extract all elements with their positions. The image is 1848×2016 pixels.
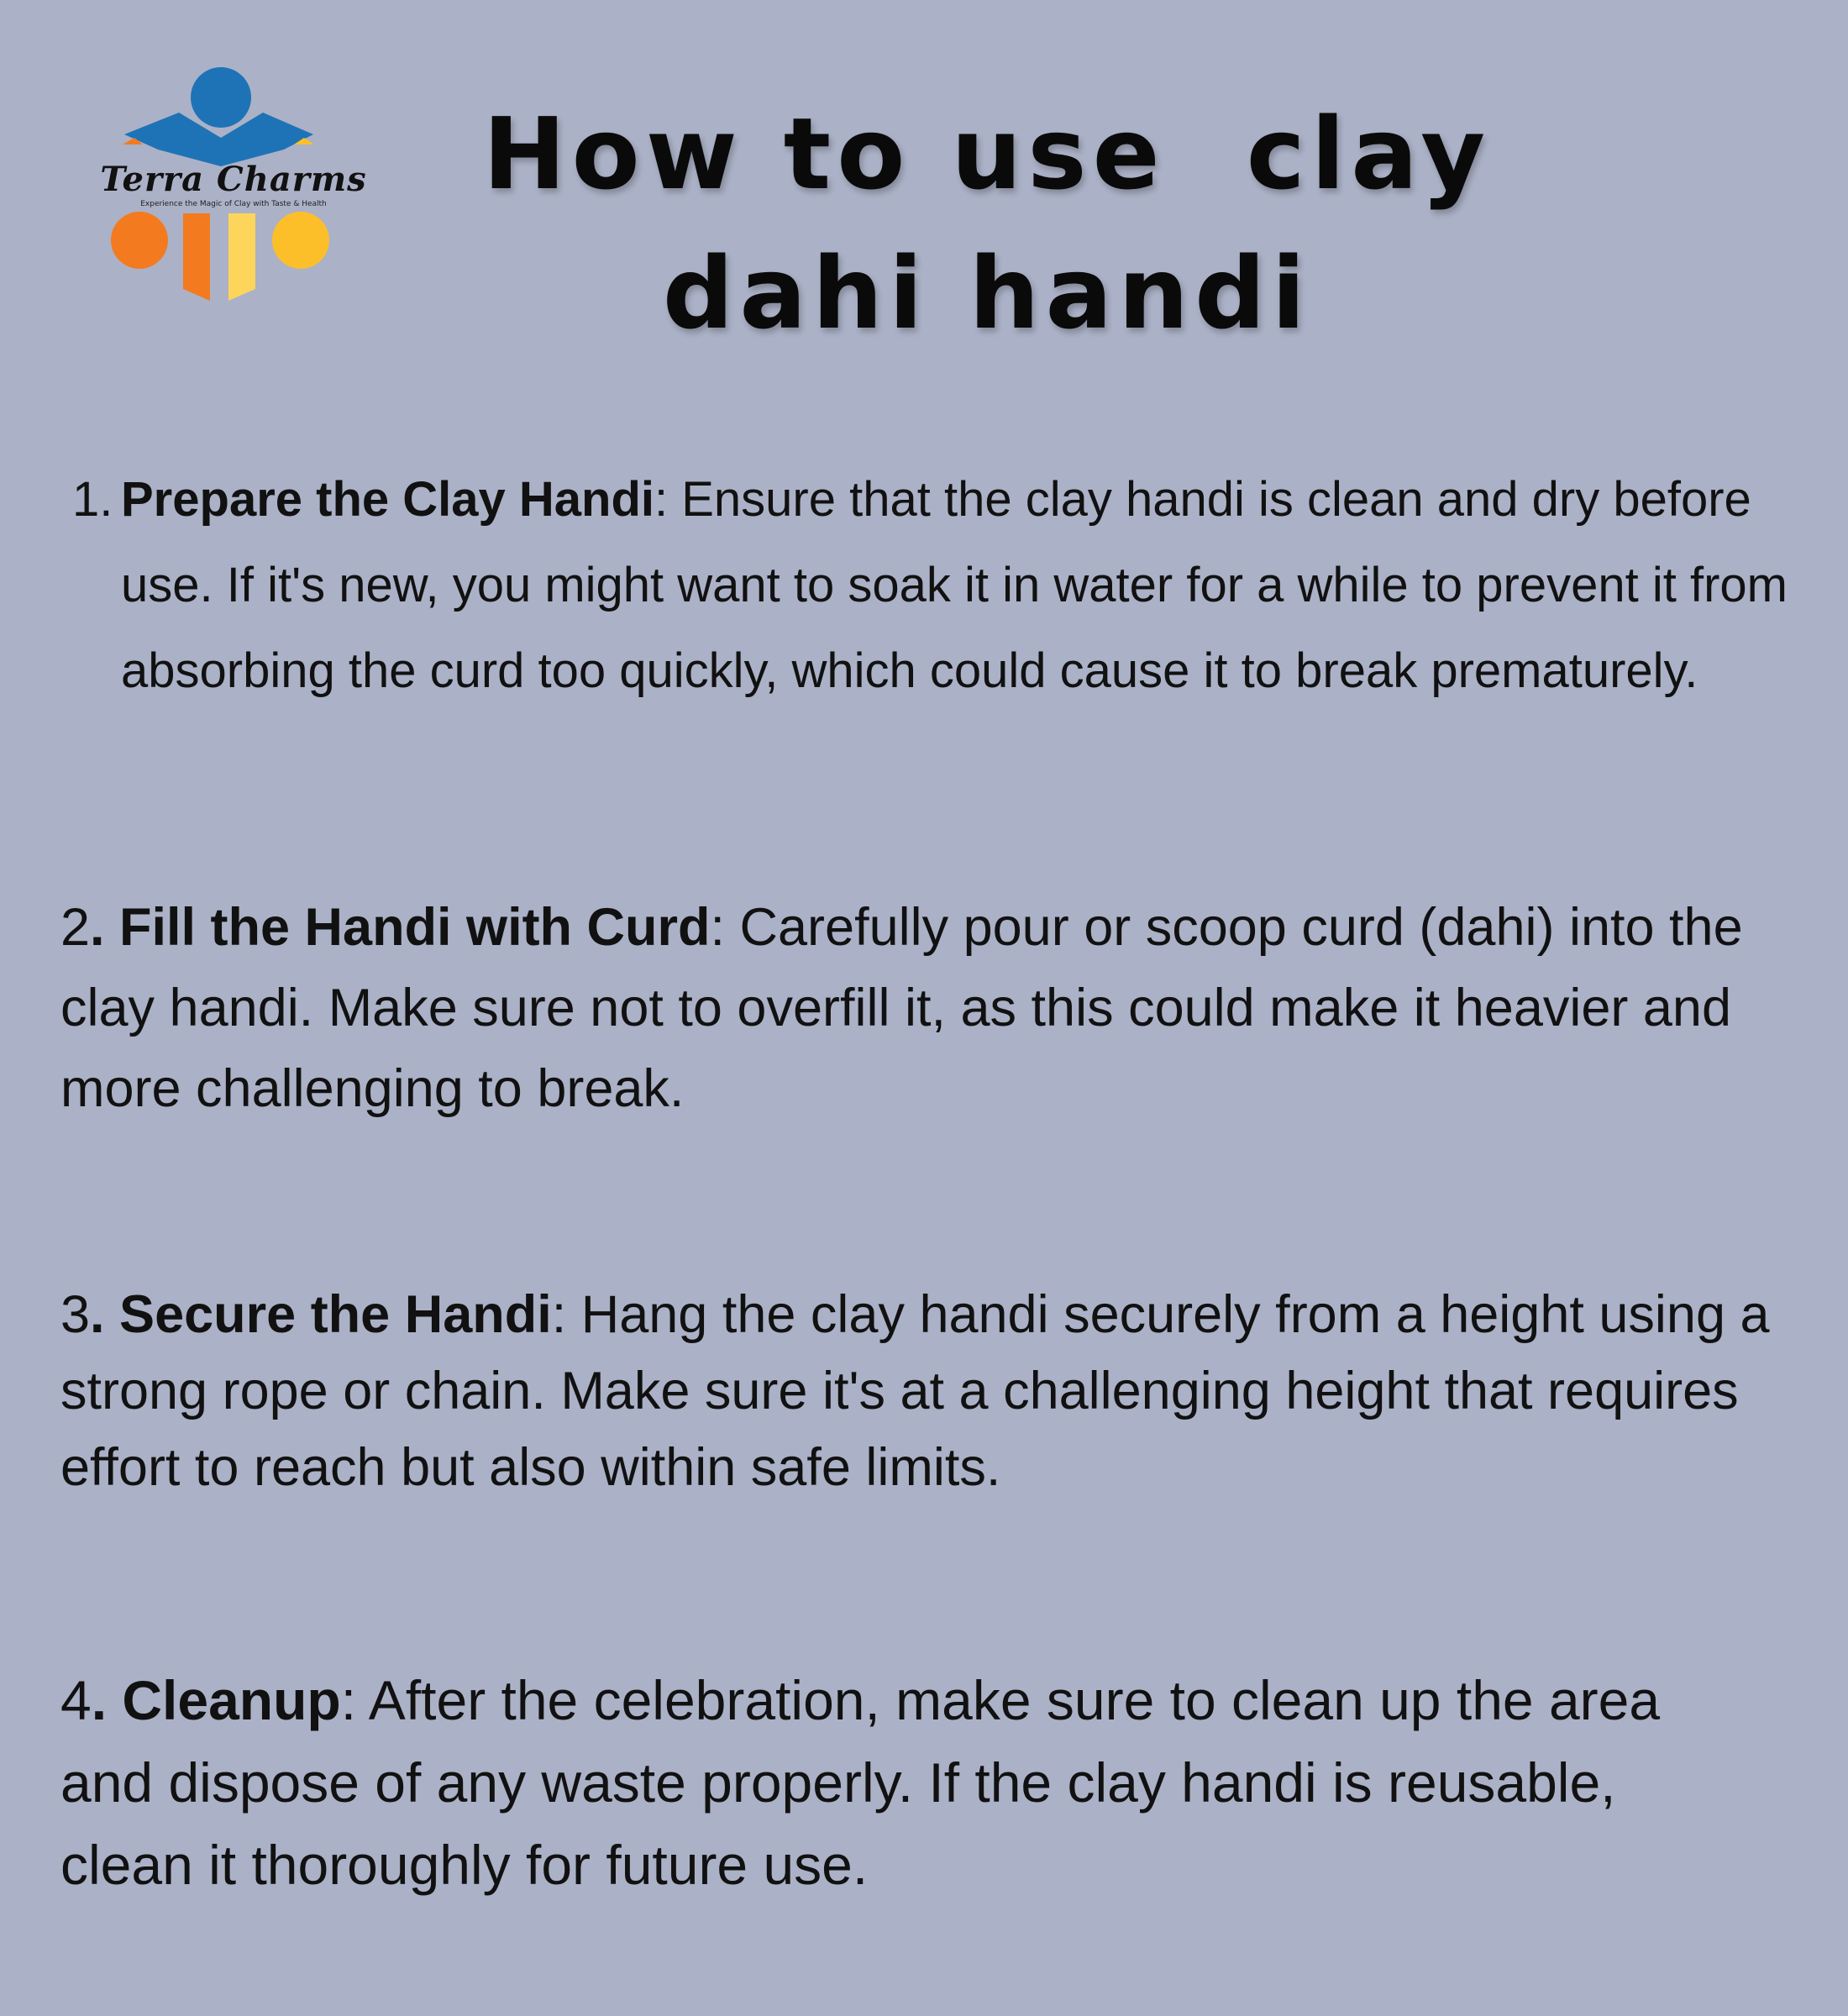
step-text: : After the celebration, make sure to clean up the area and dispose of any waste properly. If the clay handi is reusable, clean it thoroughly for future use.	[60, 1669, 1661, 1896]
step-3	[60, 1277, 1791, 1506]
step-heading: . Cleanup	[91, 1669, 341, 1731]
logo-head-icon	[191, 67, 251, 128]
logo-left-bar-icon	[183, 213, 210, 301]
logo-right-circle-icon	[272, 212, 329, 269]
step-heading: . Secure the Handi	[90, 1285, 552, 1344]
brand-tagline: Experience the Magic of Clay with Taste & Health	[140, 200, 327, 208]
step-text: : Hang the clay handi securely from a height using a strong rope or chain. Make sure it's at a challenging height that requires effort to reach but also within safe limits.	[60, 1285, 1770, 1497]
step-4	[60, 1659, 1707, 1906]
logo-left-circle-icon	[111, 212, 168, 269]
title-line-1: How to use clay	[482, 96, 1492, 212]
logo-right-bar-icon	[228, 213, 255, 301]
step-heading: . Fill the Handi with Curd	[90, 898, 711, 957]
step-number: 1.	[72, 472, 113, 527]
step-heading: Prepare the Clay Handi	[121, 472, 654, 527]
step-text: : Carefully pour or scoop curd (dahi) into the clay handi. Make sure not to overfill it, as this could make it heavier and more challenging to break.	[60, 898, 1743, 1118]
brand-logo	[99, 64, 368, 307]
step-number: 3	[60, 1285, 91, 1344]
step-number: 2	[60, 898, 91, 957]
page-title	[470, 84, 1504, 363]
brand-name: Terra Charms	[100, 160, 367, 199]
step-text: : Ensure that the clay handi is clean and dry before use. If it's new, you might want to soak it in water for a while to prevent it from absorbing the curd too quickly, which could cause it to break prematurely.	[121, 472, 1788, 698]
step-2	[60, 887, 1791, 1129]
step-1	[72, 457, 1835, 714]
title-line-2: dahi handi	[662, 235, 1312, 351]
step-number: 4	[60, 1669, 92, 1731]
